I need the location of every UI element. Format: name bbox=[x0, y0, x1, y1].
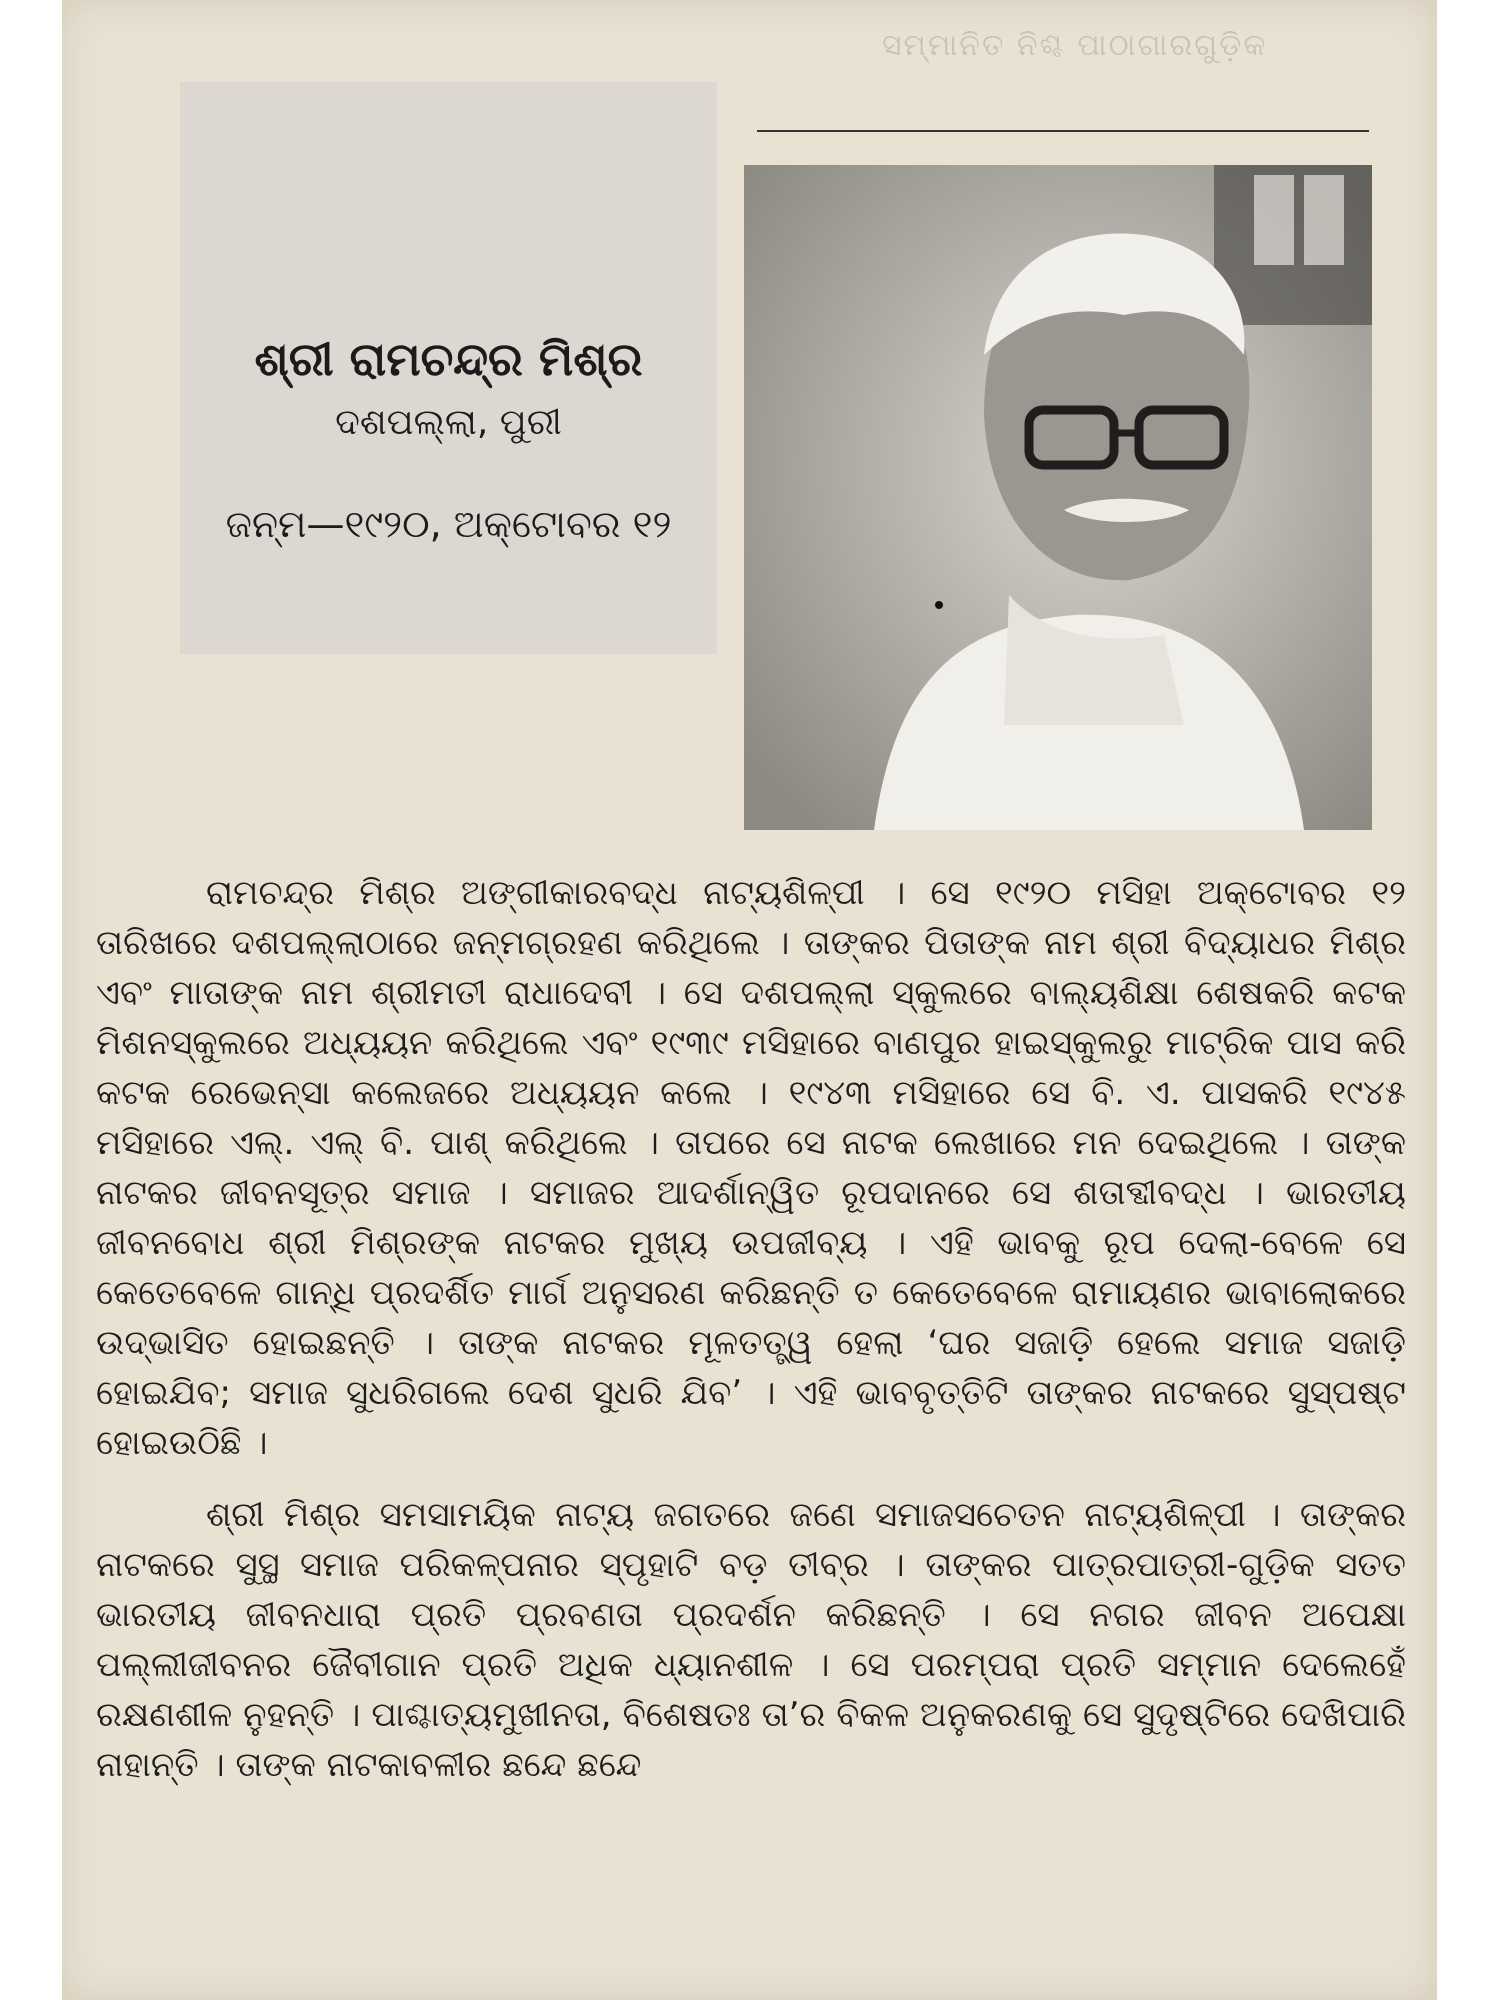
author-portrait bbox=[744, 165, 1372, 830]
page-header: ସମ୍ମାନିତ ନିଶ୍ଚ ପାଠାଗାରଗୁଡ଼ିକ bbox=[882, 28, 1268, 63]
author-birth: ଜନ୍ମ—୧୯୨୦, ଅକ୍ଟୋବର ୧୨ bbox=[225, 502, 672, 546]
body-text bbox=[96, 868, 1406, 1812]
book-page bbox=[62, 0, 1437, 2000]
title-panel bbox=[180, 82, 717, 654]
author-place: ଦଶପଲ୍ଲା, ପୁରୀ bbox=[335, 402, 562, 443]
paragraph-1: ରାମଚନ୍ଦ୍ର ମିଶ୍ର ଅଙ୍ଗୀକାରବଦ୍ଧ ନାଟ୍ୟଶିଳ୍ପୀ । ସେ ୧୯୨୦ ମସିହା ଅକ୍ଟୋବର ୧୨ ତାରିଖରେ ଦଶପଲ୍ଲାଠାରେ ଜନ୍ମଗ୍ରହଣ କରିଥିଲେ । ତାଙ୍କର ପିତାଙ୍କ ନାମ ଶ୍ରୀ ବିଦ୍ୟାଧର ମିଶ୍ର ଏବଂ ମାତାଙ୍କ ନାମ ଶ୍ରୀମତୀ ରାଧାଦେବୀ । ସେ ଦଶପଲ୍ଲା ସ୍କୁଲରେ ବାଲ୍ୟଶିକ୍ଷା ଶେଷକରି କଟକ ମିଶନସ୍କୁଲରେ ଅଧ୍ୟୟନ କରିଥିଲେ ଏବଂ ୧୯୩୯ ମସିହାରେ ବାଣପୁର ହାଇସ୍କୁଲରୁ ମାଟ୍ରିକ ପାସ କରି କଟକ ରେଭେନ୍ସା କଲେଜରେ ଅଧ୍ୟୟନ କଲେ । ୧୯୪୩ ମସିହାରେ ସେ ବି. ଏ. ପାସକରି ୧୯୪୫ ମସିହାରେ ଏଲ୍. ଏଲ୍ ବି. ପାଶ୍ କରିଥିଲେ । ତାପରେ ସେ ନାଟକ ଲେଖାରେ ମନ ଦେଇଥିଲେ । ତାଙ୍କ ନାଟକର ଜୀବନସୂତ୍ର ସମାଜ । ସମାଜର ଆଦର୍ଶାନ୍ୱିତ ରୂପଦାନରେ ସେ ଶତାବ୍ଦୀବଦ୍ଧ । ଭାରତୀୟ ଜୀବନବୋଧ ଶ୍ରୀ ମିଶ୍ରଙ୍କ ନାଟକର ମୁଖ୍ୟ ଉପଜୀବ୍ୟ । ଏହି ଭାବକୁ ରୂପ ଦେଲା-ବେଳେ ସେ କେତେବେଳେ ଗାନ୍ଧି ପ୍ରଦର୍ଶିତ ମାର୍ଗ ଅନୁସରଣ କରିଛନ୍ତି ତ କେତେବେଳେ ରାମାୟଣର ଭାବାଲୋକରେ ଉଦ୍ଭାସିତ ହୋଇଛନ୍ତି । ତାଙ୍କ ନାଟକର ମୂଳତତ୍ତ୍ୱ ହେଲା ‘ଘର ସଜାଡ଼ି ହେଲେ ସମାଜ ସଜାଡ଼ି ହୋଇଯିବ; ସମାଜ ସୁଧରିଗଲେ ଦେଶ ସୁଧରି ଯିବ’ । ଏହି ଭାବବୃତ୍ତିଟି ତାଙ୍କର ନାଟକରେ ସୁସ୍ପଷ୍ଟ ହୋଇଉଠିଛି । bbox=[96, 873, 1406, 1463]
portrait-icon bbox=[744, 165, 1372, 830]
paragraph-2: ଶ୍ରୀ ମିଶ୍ର ସମସାମୟିକ ନାଟ୍ୟ ଜଗତରେ ଜଣେ ସମାଜସଚେତନ ନାଟ୍ୟଶିଳ୍ପୀ । ତାଙ୍କର ନାଟକରେ ସୁସ୍ଥ ସମାଜ ପରିକଳ୍ପନାର ସ୍ପୃହାଟି ବଡ଼ ତୀବ୍ର । ତାଙ୍କର ପାତ୍ରପାତ୍ରୀ-ଗୁଡ଼ିକ ସତତ ଭାରତୀୟ ଜୀବନଧାରା ପ୍ରତି ପ୍ରବଣତା ପ୍ରଦର୍ଶନ କରିଛନ୍ତି । ସେ ନଗର ଜୀବନ ଅପେକ୍ଷା ପଲ୍ଲୀଜୀବନର ଜୈବୀଗାନ ପ୍ରତି ଅଧିକ ଧ୍ୟାନଶୀଳ । ସେ ପରମ୍ପରା ପ୍ରତି ସମ୍ମାନ ଦେଲେହେଁ ରକ୍ଷଣଶୀଳ ନୁହନ୍ତି । ପାଶ୍ଚାତ୍ୟମୁଖୀନତା, ବିଶେଷତଃ ତା’ର ବିକଳ ଅନୁକରଣକୁ ସେ ସୁଦୃଷ୍ଟିରେ ଦେଖିପାରି ନାହାନ୍ତି । ତାଙ୍କ ନାଟକାବଳୀର ଛନ୍ଦେ ଛନ୍ଦେ bbox=[96, 1495, 1406, 1785]
author-name: ଶ୍ରୀ ରାମଚନ୍ଦ୍ର ମିଶ୍ର bbox=[254, 332, 643, 386]
photo-top-rule bbox=[757, 130, 1369, 132]
